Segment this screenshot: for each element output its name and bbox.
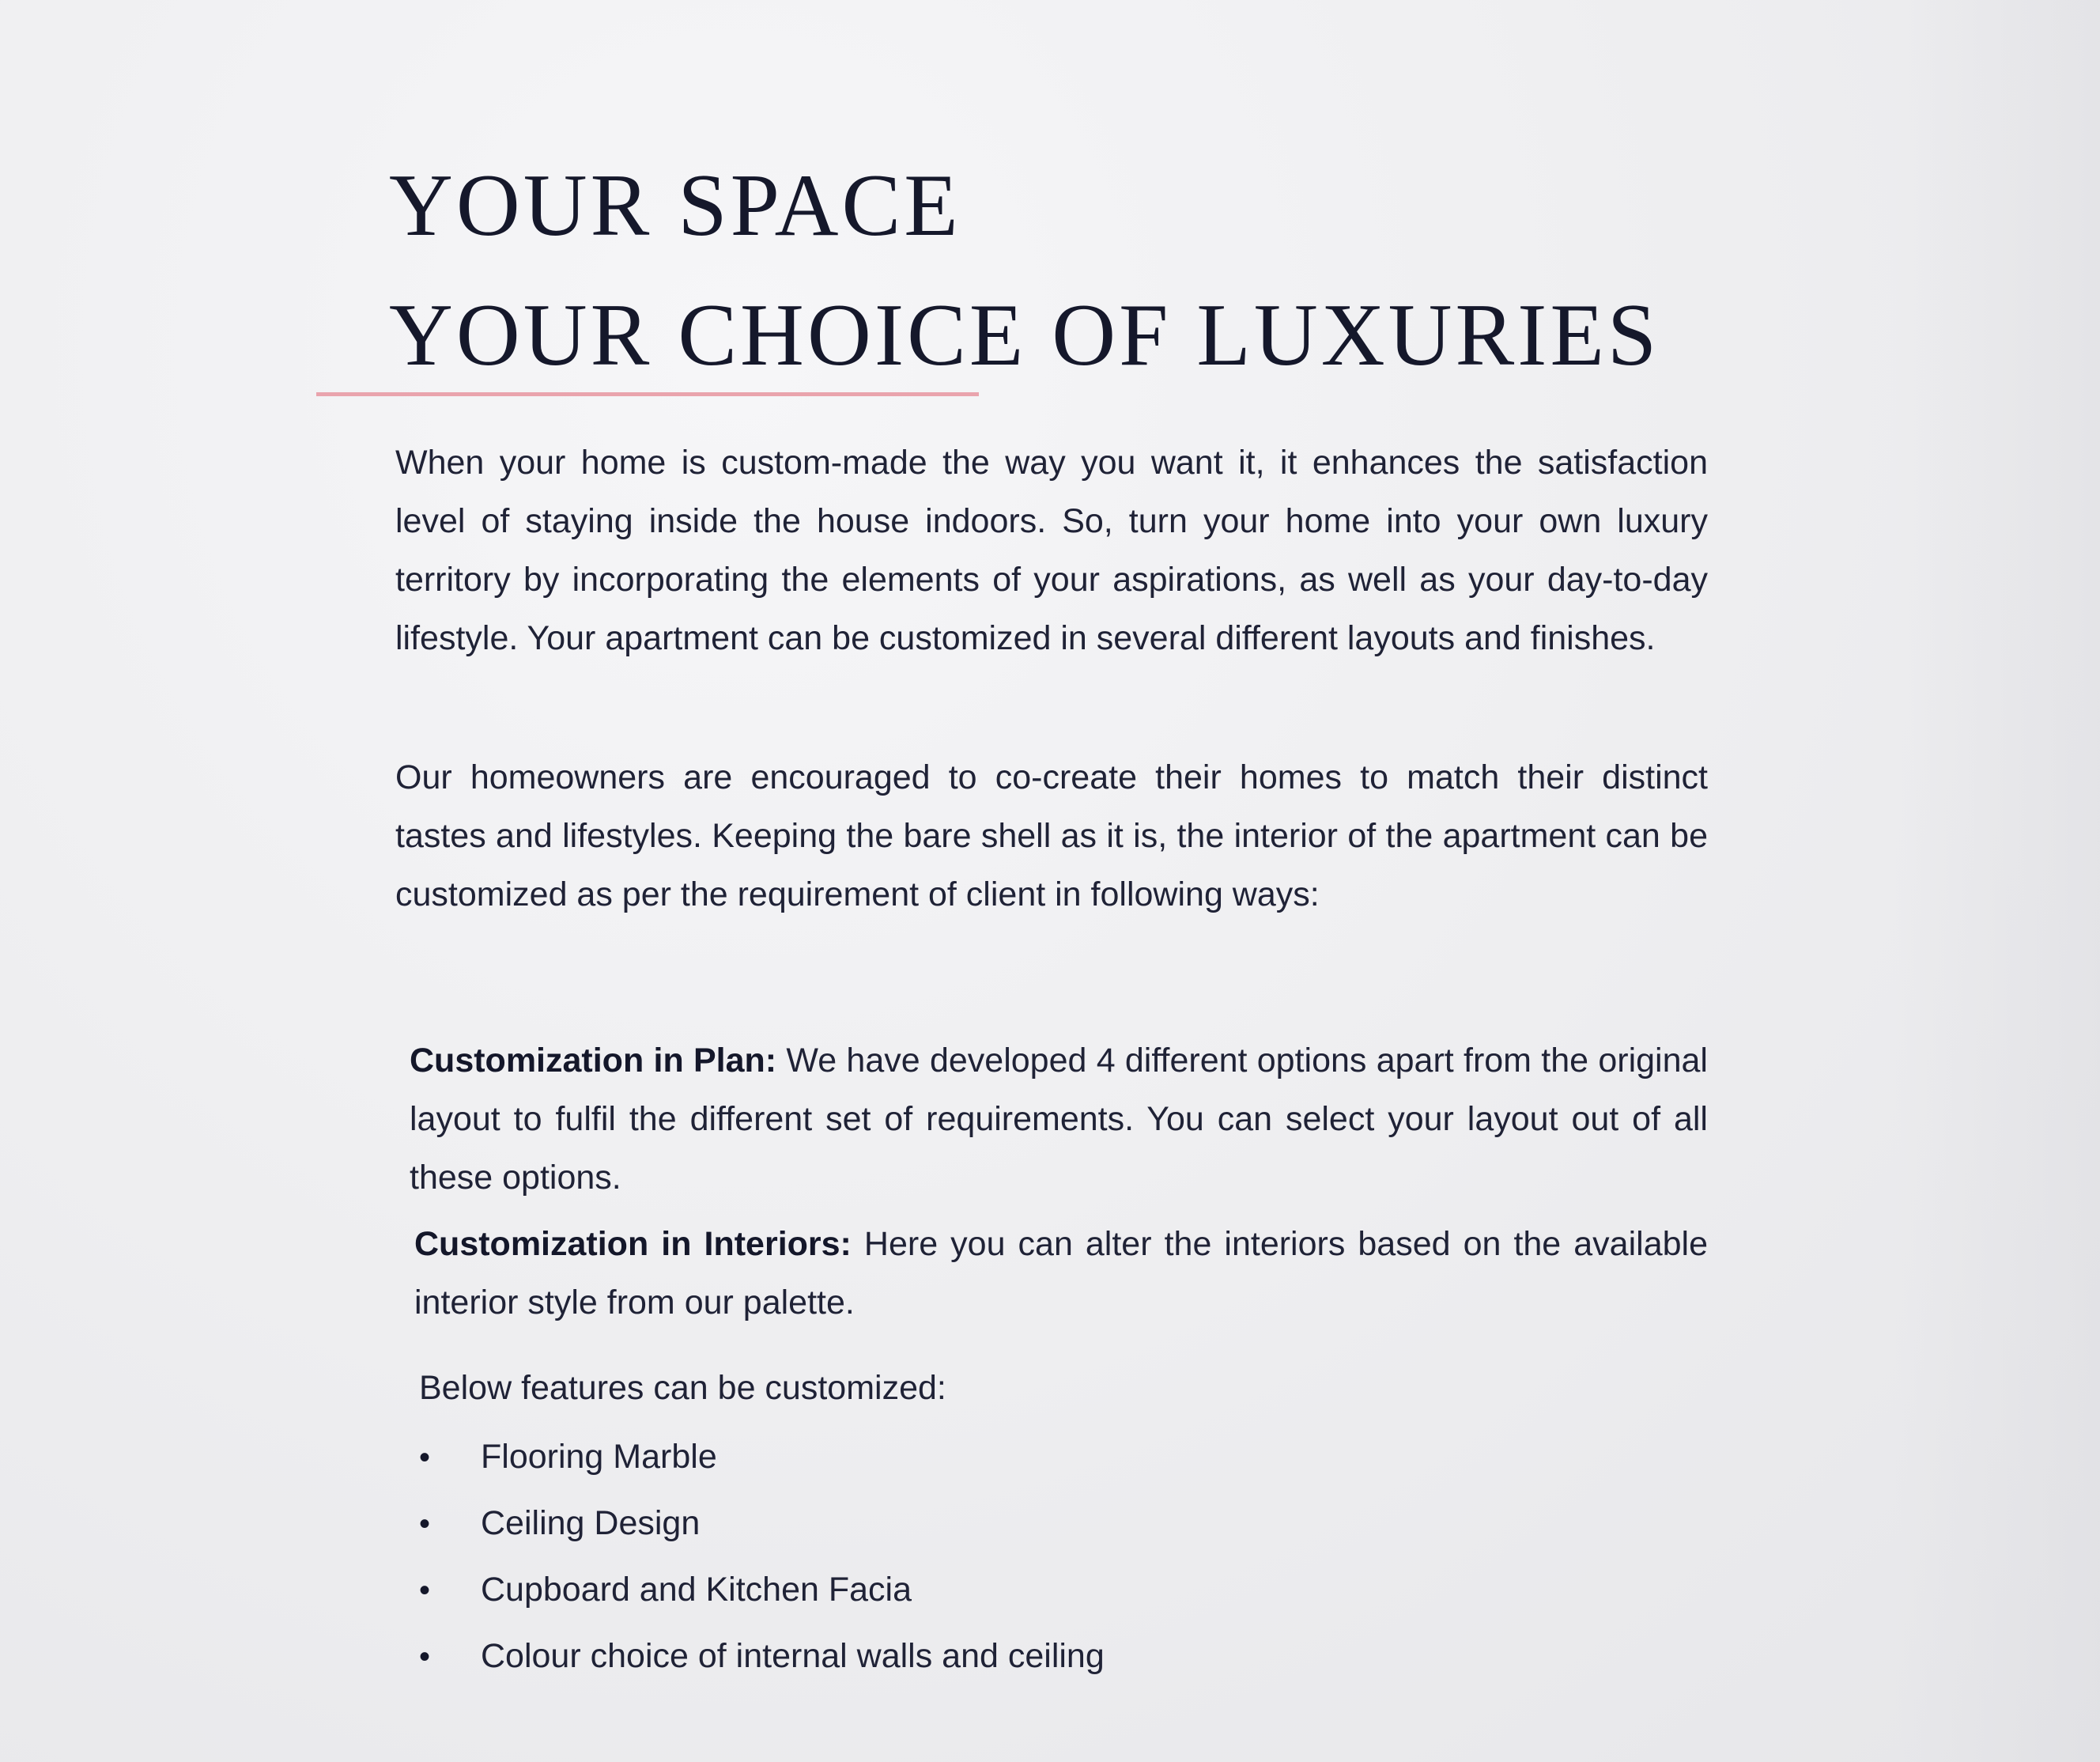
features-heading: Below features can be customized: — [419, 1369, 946, 1407]
intro-paragraph-2: Our homeowners are encouraged to co-create their homes to match their distinct tastes and lifestyles. Keeping the bare shell as it is, the interior of the apartment can be customized as per the requirement of client in following ways: — [395, 758, 1708, 913]
feature-label: Colour choice of internal walls and ceiling — [481, 1637, 1105, 1675]
bullet-icon: • — [419, 1639, 431, 1674]
intro-paragraph-1: When your home is custom-made the way you want it, it enhances the satisfaction level of staying inside the house indoors. So, turn your home into your own luxury territory by incorporating the elements of your aspirations, as well as your day-to-day lifestyle. Your apartment can be customized in several different layouts and finishes. — [395, 444, 1708, 657]
interiors-customization-label: Customization in Interiors: — [414, 1225, 852, 1263]
accent-underline — [316, 392, 979, 396]
feature-label: Ceiling Design — [481, 1504, 701, 1542]
plan-customization-label: Customization in Plan: — [410, 1042, 777, 1080]
list-item — [419, 1490, 1105, 1556]
bullet-icon: • — [419, 1507, 431, 1541]
plan-customization-paragraph — [410, 1031, 1708, 1207]
list-item — [419, 1623, 1105, 1689]
interiors-customization-text: Here you can alter the interiors based on the available interior style from our palette. — [414, 1225, 1708, 1322]
feature-label: Cupboard and Kitchen Facia — [481, 1571, 912, 1609]
bullet-icon: • — [419, 1573, 431, 1608]
bullet-icon: • — [419, 1440, 431, 1475]
heading-line-2: YOUR CHOICE OF LUXURIES — [389, 286, 1660, 384]
heading-line-1: YOUR SPACE — [389, 157, 961, 255]
features-list — [419, 1424, 1105, 1689]
page-shadow — [1894, 0, 2100, 1762]
list-item — [419, 1556, 1105, 1623]
plan-customization-text: We have developed 4 different options apart from the original layout to fulfil the different set of requirements. You can select your layout out of all these options. — [410, 1042, 1708, 1197]
list-item — [419, 1424, 1105, 1490]
interiors-customization-paragraph — [414, 1215, 1708, 1332]
feature-label: Flooring Marble — [481, 1438, 717, 1476]
